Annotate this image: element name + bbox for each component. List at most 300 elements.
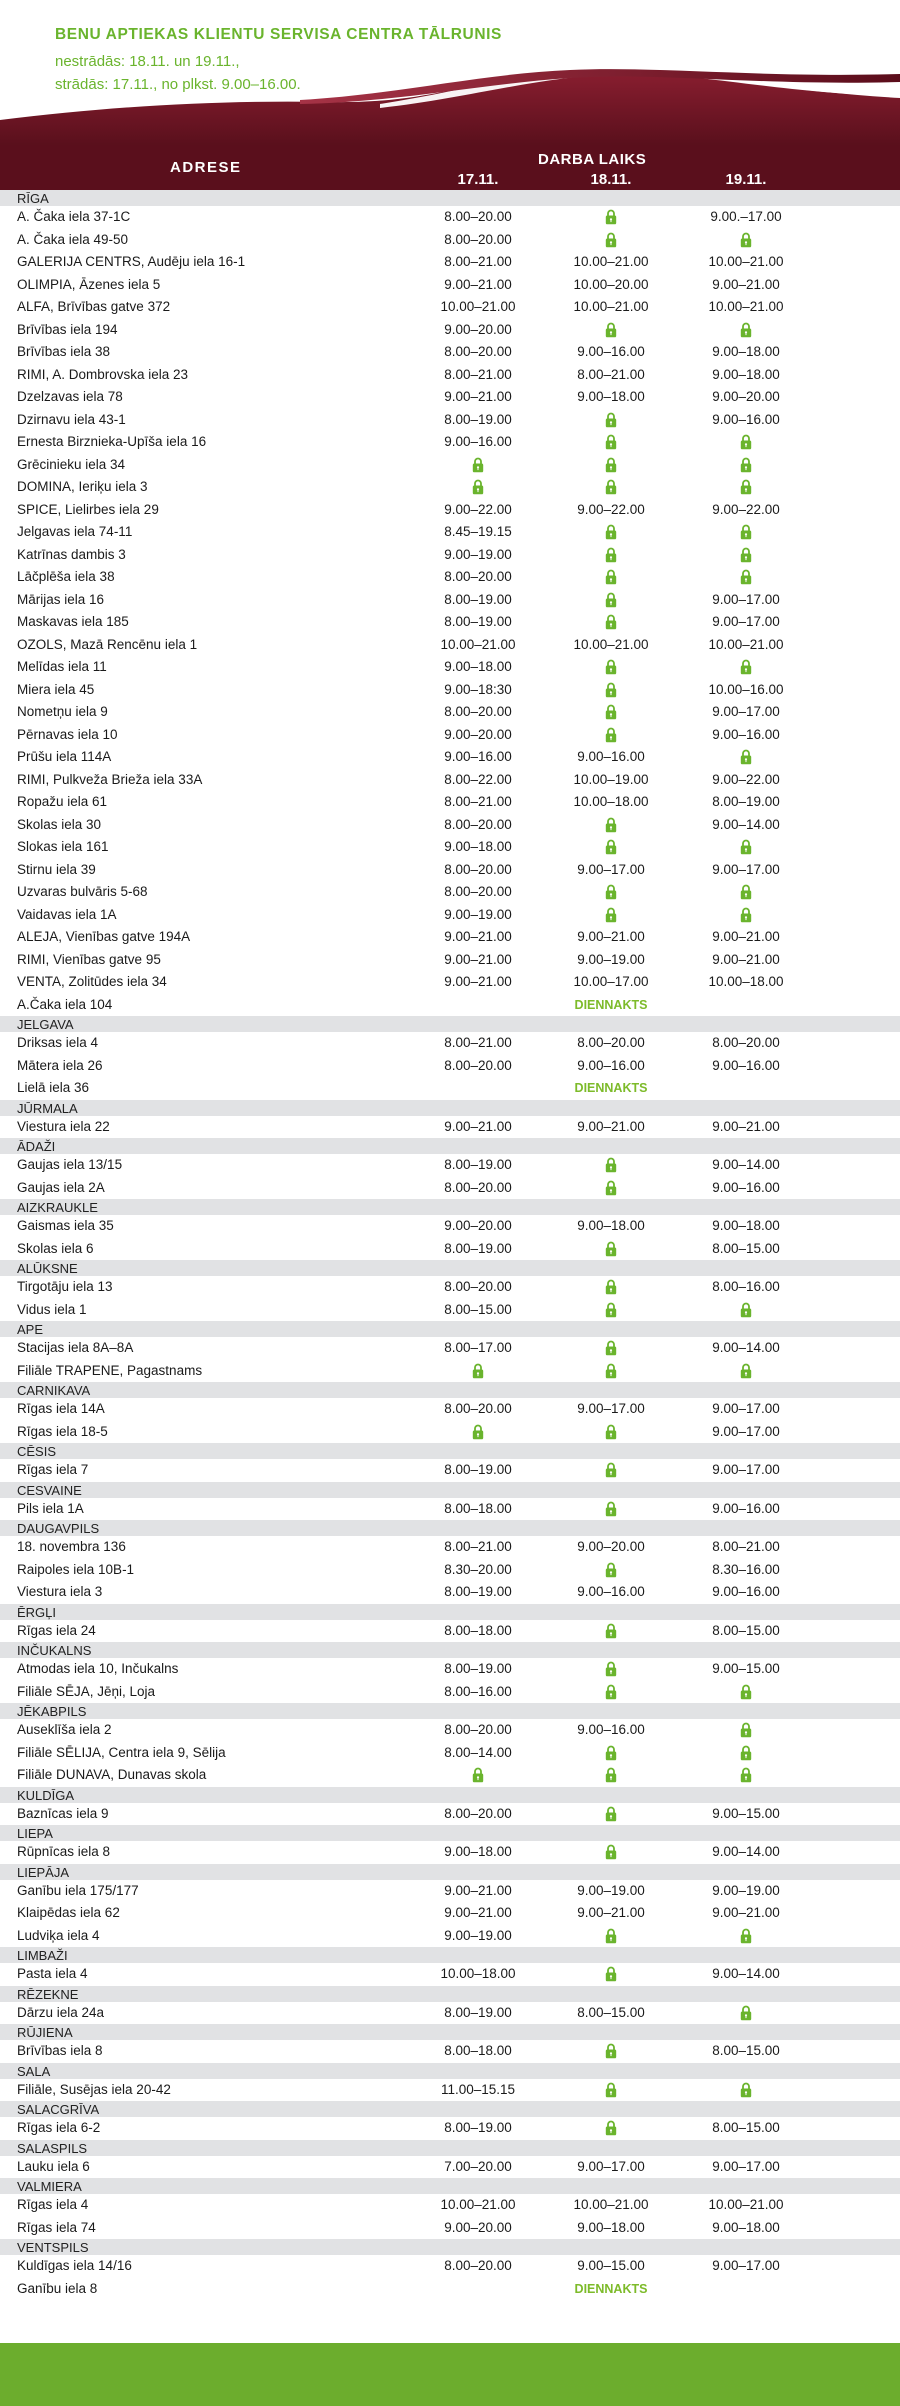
pharmacy-address: Mārijas iela 16 xyxy=(17,591,105,607)
opening-hours-cell: 9.00–17.00 xyxy=(712,2258,780,2273)
pharmacy-row xyxy=(0,521,900,544)
city-group-header: APE xyxy=(0,1321,900,1337)
opening-hours-cell: 10.00–21.00 xyxy=(708,299,784,314)
padlock-icon xyxy=(740,904,752,927)
opening-hours-cell: 8.00–20.00 xyxy=(712,1035,780,1050)
pharmacy-address: OLIMPIA, Āzenes iela 5 xyxy=(17,276,161,292)
padlock-icon xyxy=(605,724,617,747)
opening-hours-cell: 7.00–20.00 xyxy=(444,2158,512,2174)
pharmacy-address: Katrīnas dambis 3 xyxy=(17,546,126,562)
opening-hours-cell: 8.00–21.00 xyxy=(444,254,512,269)
opening-hours-cell: 9.00–16.00 xyxy=(712,1057,780,1073)
opening-hours-cell: 9.00–17.00 xyxy=(712,614,780,629)
opening-hours-cell: 9.00–18.00 xyxy=(577,1218,645,1233)
pharmacy-row xyxy=(0,2278,900,2301)
opening-hours-cell: 9.00–19.00 xyxy=(577,1882,645,1898)
pharmacy-address: RIMI, A. Dombrovska iela 23 xyxy=(17,366,189,382)
pharmacy-address: GALERIJA CENTRS, Audēju iela 16-1 xyxy=(17,254,246,269)
padlock-icon xyxy=(740,566,752,589)
padlock-icon xyxy=(740,454,752,477)
pharmacy-row xyxy=(0,1719,900,1742)
pharmacy-row xyxy=(0,476,900,499)
opening-hours-cell: 8.00–15.00 xyxy=(712,2043,780,2058)
pharmacy-address: Stirnu iela 39 xyxy=(17,861,96,877)
pharmacy-row xyxy=(0,724,900,747)
pharmacy-row xyxy=(0,1055,900,1078)
opening-hours-cell: 10.00–21.00 xyxy=(573,636,649,652)
opening-hours-cell: 8.00–19.00 xyxy=(444,1661,512,1676)
padlock-icon xyxy=(740,229,752,252)
opening-hours-cell: 10.00–21.00 xyxy=(573,2197,649,2212)
padlock-icon xyxy=(605,1498,617,1521)
opening-hours-cell: 9.00–21.00 xyxy=(444,1118,512,1134)
city-group-header: RŪJIENA xyxy=(0,2024,900,2040)
pharmacy-row xyxy=(0,1536,900,1559)
pharmacy-address: Lielā iela 36 xyxy=(17,1080,90,1095)
notice-line-open: strādās: 17.11., no plkst. 9.00–16.00. xyxy=(55,76,301,93)
opening-hours-cell: 8.00–19.00 xyxy=(444,591,512,607)
opening-hours-cell: 9.00–21.00 xyxy=(712,276,780,292)
opening-hours-cell: 9.00–19.00 xyxy=(577,951,645,967)
opening-hours-cell: 8.00–19.00 xyxy=(444,411,512,427)
pharmacy-address: Rīgas iela 7 xyxy=(17,1462,89,1477)
pharmacy-address: Klaipēdas iela 62 xyxy=(17,1905,120,1920)
padlock-icon xyxy=(605,1238,617,1261)
padlock-icon xyxy=(605,904,617,927)
opening-hours-cell: 8.00–20.00 xyxy=(444,704,512,719)
hours-column-header: DARBA LAIKS xyxy=(538,151,647,168)
pharmacy-address: Skolas iela 6 xyxy=(17,1240,94,1256)
padlock-icon xyxy=(740,1719,752,1742)
opening-hours-cell: 8.00–20.00 xyxy=(444,344,512,359)
pharmacy-row xyxy=(0,566,900,589)
city-group-header: ALŪKSNE xyxy=(0,1260,900,1276)
opening-hours-cell: 9.00–16.00 xyxy=(577,749,645,764)
pharmacy-row xyxy=(0,1032,900,1055)
pharmacy-address: Brīvības iela 8 xyxy=(17,2043,103,2058)
opening-hours-cell: 9.00–19.00 xyxy=(712,1882,780,1898)
opening-hours-cell: 8.00–18.00 xyxy=(444,1500,512,1516)
opening-hours-cell: 8.00–19.00 xyxy=(444,2120,512,2135)
pharmacy-address: Tirgotāju iela 13 xyxy=(17,1279,113,1294)
padlock-icon xyxy=(605,656,617,679)
pharmacy-address: Mātera iela 26 xyxy=(17,1057,103,1073)
city-group-header: ĀDAŽI xyxy=(0,1138,900,1154)
city-group-header: ĒRGĻI xyxy=(0,1604,900,1620)
pharmacy-row xyxy=(0,206,900,229)
pharmacy-row xyxy=(0,1276,900,1299)
city-group-header: VALMIERA xyxy=(0,2178,900,2194)
opening-hours-cell: 8.00–20.00 xyxy=(444,569,512,584)
padlock-icon xyxy=(605,1620,617,1643)
city-group-header: LIEPA xyxy=(0,1825,900,1841)
padlock-icon xyxy=(605,1742,617,1765)
opening-hours-cell: 8.00–15.00 xyxy=(712,1622,780,1638)
padlock-icon xyxy=(472,1421,484,1444)
opening-hours-cell: DIENNAKTS xyxy=(574,997,648,1012)
pharmacy-row xyxy=(0,2002,900,2025)
opening-hours-cell: 10.00–21.00 xyxy=(573,254,649,269)
opening-hours-cell: 9.00–17.00 xyxy=(712,861,780,877)
opening-hours-cell: 9.00–14.00 xyxy=(712,1157,780,1172)
pharmacy-address: Lāčplēša iela 38 xyxy=(17,569,115,584)
opening-hours-cell: 8.00–20.00 xyxy=(444,1057,512,1073)
pharmacy-address: Gaujas iela 2A xyxy=(17,1179,105,1195)
opening-hours-cell: 8.00–21.00 xyxy=(444,366,512,382)
padlock-icon xyxy=(605,701,617,724)
pharmacy-address: Atmodas iela 10, Inčukalns xyxy=(17,1661,179,1676)
opening-hours-cell: 9.00–18.00 xyxy=(712,366,780,382)
pharmacy-address: Dzelzavas iela 78 xyxy=(17,389,123,404)
opening-hours-cell: 9.00–20.00 xyxy=(444,321,512,337)
opening-hours-cell: 11.00–15.15 xyxy=(440,2081,516,2097)
padlock-icon xyxy=(740,521,752,544)
padlock-icon xyxy=(740,836,752,859)
opening-hours-cell: 8.00–21.00 xyxy=(444,1539,512,1554)
pharmacy-address: Rūpnīcas iela 8 xyxy=(17,1844,111,1859)
pharmacy-row xyxy=(0,971,900,994)
padlock-icon xyxy=(605,431,617,454)
opening-hours-cell: 8.00–19.00 xyxy=(444,1240,512,1256)
opening-hours-cell: 9.00–18.00 xyxy=(577,389,645,404)
pharmacy-row xyxy=(0,1681,900,1704)
pharmacy-row xyxy=(0,611,900,634)
opening-hours-cell: 8.00–16.00 xyxy=(712,1279,780,1294)
padlock-icon xyxy=(605,881,617,904)
city-group-header: INČUKALNS xyxy=(0,1642,900,1658)
opening-hours-cell: 8.00–15.00 xyxy=(444,1301,512,1317)
pharmacy-address: Lauku iela 6 xyxy=(17,2158,90,2174)
pharmacy-address: Rīgas iela 74 xyxy=(17,2219,96,2235)
opening-hours-cell: 9.00–15.00 xyxy=(712,1805,780,1821)
opening-hours-cell: 8.00–20.00 xyxy=(444,884,512,899)
pharmacy-row xyxy=(0,769,900,792)
opening-hours-cell: 9.00–18.00 xyxy=(712,2219,780,2235)
opening-hours-cell: DIENNAKTS xyxy=(574,2281,648,2296)
day-header-1: 17.11. xyxy=(457,171,499,188)
opening-hours-cell: 8.00–21.00 xyxy=(444,794,512,809)
padlock-icon xyxy=(472,1764,484,1787)
opening-hours-cell: 8.45–19.15 xyxy=(444,524,512,539)
pharmacy-address: Viestura iela 22 xyxy=(17,1118,110,1134)
padlock-icon xyxy=(740,1742,752,1765)
pharmacy-row xyxy=(0,1421,900,1444)
pharmacy-address: A. Čaka iela 49-50 xyxy=(17,231,129,247)
pharmacy-row xyxy=(0,296,900,319)
pharmacy-row xyxy=(0,431,900,454)
pharmacy-row xyxy=(0,1116,900,1139)
padlock-icon xyxy=(605,1803,617,1826)
opening-hours-cell: 9.00–21.00 xyxy=(712,1905,780,1920)
opening-hours-cell: 8.00–20.00 xyxy=(444,816,512,832)
pharmacy-address: A. Čaka iela 37-1C xyxy=(17,209,131,224)
padlock-icon xyxy=(740,476,752,499)
opening-hours-cell: 10.00–19.00 xyxy=(573,771,649,787)
pharmacy-row xyxy=(0,1215,900,1238)
pharmacy-row xyxy=(0,544,900,567)
opening-hours-cell: 9.00–16.00 xyxy=(577,1584,645,1599)
pharmacy-address: Uzvaras bulvāris 5-68 xyxy=(17,884,148,899)
city-group-header: AIZKRAUKLE xyxy=(0,1199,900,1215)
opening-hours-cell: 9.00–14.00 xyxy=(712,1844,780,1859)
opening-hours-cell: 8.00–14.00 xyxy=(444,1744,512,1760)
pharmacy-address: Slokas iela 161 xyxy=(17,839,109,854)
opening-hours-cell: 9.00–16.00 xyxy=(577,1057,645,1073)
pharmacy-address: Ernesta Birznieka-Upīša iela 16 xyxy=(17,434,207,449)
opening-hours-cell: 9.00–16.00 xyxy=(712,1179,780,1195)
pharmacy-row xyxy=(0,881,900,904)
pharmacy-address: Jelgavas iela 74-11 xyxy=(17,524,133,539)
padlock-icon xyxy=(605,1681,617,1704)
padlock-icon xyxy=(605,1177,617,1200)
pharmacy-address: Vidus iela 1 xyxy=(17,1301,87,1317)
opening-hours-cell: 9.00–16.00 xyxy=(712,1584,780,1599)
opening-hours-cell: 9.00–21.00 xyxy=(444,974,512,989)
opening-hours-cell: 9.00.–17.00 xyxy=(710,209,782,224)
opening-hours-cell: 9.00–17.00 xyxy=(712,1423,780,1439)
pharmacy-address: ALEJA, Vienības gatve 194A xyxy=(17,929,191,944)
pharmacy-row xyxy=(0,1398,900,1421)
opening-hours-cell: 8.00–20.00 xyxy=(444,1401,512,1416)
opening-hours-cell: 9.00–18:30 xyxy=(444,681,512,697)
pharmacy-row xyxy=(0,409,900,432)
padlock-icon xyxy=(472,454,484,477)
padlock-icon xyxy=(605,206,617,229)
opening-hours-cell: 8.00–19.00 xyxy=(444,1584,512,1599)
opening-hours-cell: 9.00–16.00 xyxy=(444,749,512,764)
pharmacy-row xyxy=(0,814,900,837)
pharmacy-row xyxy=(0,1658,900,1681)
opening-hours-cell: 10.00–18.00 xyxy=(573,794,649,809)
pharmacy-row xyxy=(0,2217,900,2240)
opening-hours-cell: 9.00–20.00 xyxy=(712,389,780,404)
padlock-icon xyxy=(740,1681,752,1704)
city-group-header: CESVAINE xyxy=(0,1482,900,1498)
pharmacy-row xyxy=(0,274,900,297)
opening-hours-cell: 9.00–18.00 xyxy=(444,659,512,674)
pharmacy-row xyxy=(0,2117,900,2140)
padlock-icon xyxy=(605,476,617,499)
opening-hours-cell: 9.00–17.00 xyxy=(712,591,780,607)
day-header-3: 19.11. xyxy=(725,171,767,188)
opening-hours-cell: 9.00–21.00 xyxy=(712,929,780,944)
opening-hours-cell: 8.00–20.00 xyxy=(444,861,512,877)
pharmacy-row xyxy=(0,904,900,927)
opening-hours-cell: 9.00–19.00 xyxy=(444,1927,512,1943)
pharmacy-row xyxy=(0,1299,900,1322)
opening-hours-cell: 9.00–20.00 xyxy=(444,2219,512,2235)
opening-hours-cell: 8.00–18.00 xyxy=(444,2043,512,2058)
pharmacy-row xyxy=(0,1077,900,1100)
opening-hours-cell: 8.00–20.00 xyxy=(444,1805,512,1821)
padlock-icon xyxy=(740,2002,752,2025)
pharmacy-row xyxy=(0,1559,900,1582)
address-column-header: ADRESE xyxy=(170,159,242,176)
pharmacy-row xyxy=(0,1963,900,1986)
padlock-icon xyxy=(605,319,617,342)
pharmacy-address: Raipoles iela 10B-1 xyxy=(17,1561,135,1577)
pharmacy-address: Miera iela 45 xyxy=(17,681,95,697)
opening-hours-cell: 9.00–17.00 xyxy=(577,1401,645,1416)
day-header-2: 18.11. xyxy=(590,171,632,188)
padlock-icon xyxy=(740,1764,752,1787)
pharmacy-row xyxy=(0,499,900,522)
opening-hours-cell: 8.00–15.00 xyxy=(577,2004,645,2020)
pharmacy-address: OZOLS, Mazā Rencēnu iela 1 xyxy=(17,636,198,652)
padlock-icon xyxy=(605,589,617,612)
pharmacy-row xyxy=(0,1742,900,1765)
pharmacy-row xyxy=(0,679,900,702)
padlock-icon xyxy=(605,566,617,589)
opening-hours-cell: 9.00–21.00 xyxy=(444,389,512,404)
opening-hours-cell: 9.00–17.00 xyxy=(577,2158,645,2174)
pharmacy-address: Baznīcas iela 9 xyxy=(17,1805,109,1821)
opening-hours-cell: 9.00–19.00 xyxy=(444,906,512,922)
pharmacy-row xyxy=(0,1360,900,1383)
padlock-icon xyxy=(472,1360,484,1383)
padlock-icon xyxy=(605,454,617,477)
opening-hours-cell: 8.00–20.00 xyxy=(444,1279,512,1294)
pharmacy-row xyxy=(0,746,900,769)
opening-hours-cell: 9.00–17.00 xyxy=(712,1401,780,1416)
pharmacy-row xyxy=(0,2040,900,2063)
opening-hours-cell: 9.00–22.00 xyxy=(577,501,645,517)
pharmacy-row xyxy=(0,2194,900,2217)
opening-hours-cell: 8.00–20.00 xyxy=(444,1179,512,1195)
pharmacy-address: Rīgas iela 24 xyxy=(17,1622,96,1638)
padlock-icon xyxy=(605,544,617,567)
pharmacy-row xyxy=(0,1581,900,1604)
opening-hours-cell: 9.00–18.00 xyxy=(712,1218,780,1233)
pharmacy-address: SPICE, Lielirbes iela 29 xyxy=(17,501,159,517)
opening-hours-cell: 9.00–21.00 xyxy=(712,951,780,967)
padlock-icon xyxy=(605,1360,617,1383)
pharmacy-row xyxy=(0,341,900,364)
opening-hours-cell: 9.00–14.00 xyxy=(712,1340,780,1355)
pharmacy-row xyxy=(0,791,900,814)
opening-hours-cell: 9.00–14.00 xyxy=(712,816,780,832)
pharmacy-row xyxy=(0,701,900,724)
pharmacy-row xyxy=(0,1459,900,1482)
padlock-icon xyxy=(605,2040,617,2063)
padlock-icon xyxy=(605,611,617,634)
padlock-icon xyxy=(605,409,617,432)
opening-hours-cell: 9.00–16.00 xyxy=(577,344,645,359)
pharmacy-row xyxy=(0,1841,900,1864)
pharmacy-address: VENTA, Zolitūdes iela 34 xyxy=(17,974,167,989)
pharmacy-row xyxy=(0,1498,900,1521)
pharmacy-address: Rīgas iela 6-2 xyxy=(17,2120,101,2135)
pharmacy-address: Pērnavas iela 10 xyxy=(17,726,118,742)
pharmacy-row xyxy=(0,364,900,387)
padlock-icon xyxy=(605,1841,617,1864)
opening-hours-cell: 10.00–21.00 xyxy=(440,2197,516,2212)
padlock-icon xyxy=(605,814,617,837)
opening-hours-cell: 8.00–19.00 xyxy=(444,1462,512,1477)
opening-hours-cell: 9.00–16.00 xyxy=(712,726,780,742)
opening-hours-cell: 8.00–22.00 xyxy=(444,771,512,787)
pharmacy-row xyxy=(0,634,900,657)
opening-hours-cell: 9.00–15.00 xyxy=(577,2258,645,2273)
padlock-icon xyxy=(740,1360,752,1383)
padlock-icon xyxy=(605,1154,617,1177)
padlock-icon xyxy=(605,1459,617,1482)
city-group-header: JELGAVA xyxy=(0,1016,900,1032)
pharmacy-row xyxy=(0,1177,900,1200)
pharmacy-row xyxy=(0,926,900,949)
pharmacy-row xyxy=(0,859,900,882)
pharmacy-address: Ludviķa iela 4 xyxy=(17,1927,100,1943)
pharmacy-address: Nometņu iela 9 xyxy=(17,704,108,719)
pharmacy-address: Vaidavas iela 1A xyxy=(17,906,117,922)
opening-hours-cell: 10.00–21.00 xyxy=(440,636,516,652)
notice-line-closed: nestrādās: 18.11. un 19.11., xyxy=(55,53,240,70)
padlock-icon xyxy=(605,521,617,544)
pharmacy-row xyxy=(0,1925,900,1948)
city-group-header: RĪGA xyxy=(0,190,900,206)
opening-hours-cell: 8.00–20.00 xyxy=(444,231,512,247)
opening-hours-cell: 9.00–17.00 xyxy=(577,861,645,877)
pharmacy-row xyxy=(0,1238,900,1261)
opening-hours-cell: 9.00–21.00 xyxy=(577,1905,645,1920)
pharmacy-address: Gaujas iela 13/15 xyxy=(17,1157,123,1172)
opening-hours-cell: 8.00–19.00 xyxy=(444,2004,512,2020)
pharmacy-address: Pasta iela 4 xyxy=(17,1966,88,1981)
opening-hours-cell: 8.00–18.00 xyxy=(444,1622,512,1638)
opening-hours-cell: 10.00–21.00 xyxy=(440,299,516,314)
opening-hours-cell: 9.00–18.00 xyxy=(444,839,512,854)
pharmacy-address: Ganību iela 8 xyxy=(17,2280,98,2296)
pharmacy-address: Filiāle SĒLIJA, Centra iela 9, Sēlija xyxy=(17,1744,226,1760)
opening-hours-cell: 9.00–20.00 xyxy=(577,1539,645,1554)
opening-hours-cell: 9.00–21.00 xyxy=(444,1905,512,1920)
opening-hours-cell: 9.00–20.00 xyxy=(444,1218,512,1233)
opening-hours-cell: 8.00–16.00 xyxy=(444,1683,512,1699)
opening-hours-cell: 8.30–16.00 xyxy=(712,1561,780,1577)
pharmacy-address: Filiāle SĒJA, Jēņi, Loja xyxy=(17,1683,156,1699)
padlock-icon xyxy=(605,1559,617,1582)
opening-hours-cell: 9.00–21.00 xyxy=(444,951,512,967)
opening-hours-cell: 10.00–21.00 xyxy=(708,2197,784,2212)
pharmacy-row xyxy=(0,1337,900,1360)
pharmacy-address: 18. novembra 136 xyxy=(17,1539,126,1554)
pharmacy-address: Ropažu iela 61 xyxy=(17,794,108,809)
opening-hours-cell: 8.00–21.00 xyxy=(577,366,645,382)
padlock-icon xyxy=(740,656,752,679)
opening-hours-cell: 8.00–20.00 xyxy=(444,1722,512,1737)
pharmacy-address: Kuldīgas iela 14/16 xyxy=(17,2258,132,2273)
pharmacy-address: Rīgas iela 18-5 xyxy=(17,1423,108,1439)
pharmacy-row xyxy=(0,2156,900,2179)
table-header xyxy=(0,145,900,190)
pharmacy-address: RIMI, Vienības gatve 95 xyxy=(17,951,161,967)
padlock-icon xyxy=(740,2079,752,2102)
padlock-icon xyxy=(605,2079,617,2102)
pharmacy-address: Auseklīša iela 2 xyxy=(17,1722,112,1737)
city-group-header: VENTSPILS xyxy=(0,2239,900,2255)
padlock-icon xyxy=(605,1299,617,1322)
opening-hours-cell: 9.00–21.00 xyxy=(577,929,645,944)
pharmacy-address: Gaismas iela 35 xyxy=(17,1218,114,1233)
padlock-icon xyxy=(605,679,617,702)
pharmacy-address: Filiāle DUNAVA, Dunavas skola xyxy=(17,1767,207,1782)
pharmacy-address: Prūšu iela 114A xyxy=(17,749,112,764)
pharmacy-address: Viestura iela 3 xyxy=(17,1584,103,1599)
pharmacy-row xyxy=(0,656,900,679)
city-group-header: SALA xyxy=(0,2063,900,2079)
opening-hours-cell: 9.00–21.00 xyxy=(577,1118,645,1134)
opening-hours-cell: 9.00–17.00 xyxy=(712,704,780,719)
